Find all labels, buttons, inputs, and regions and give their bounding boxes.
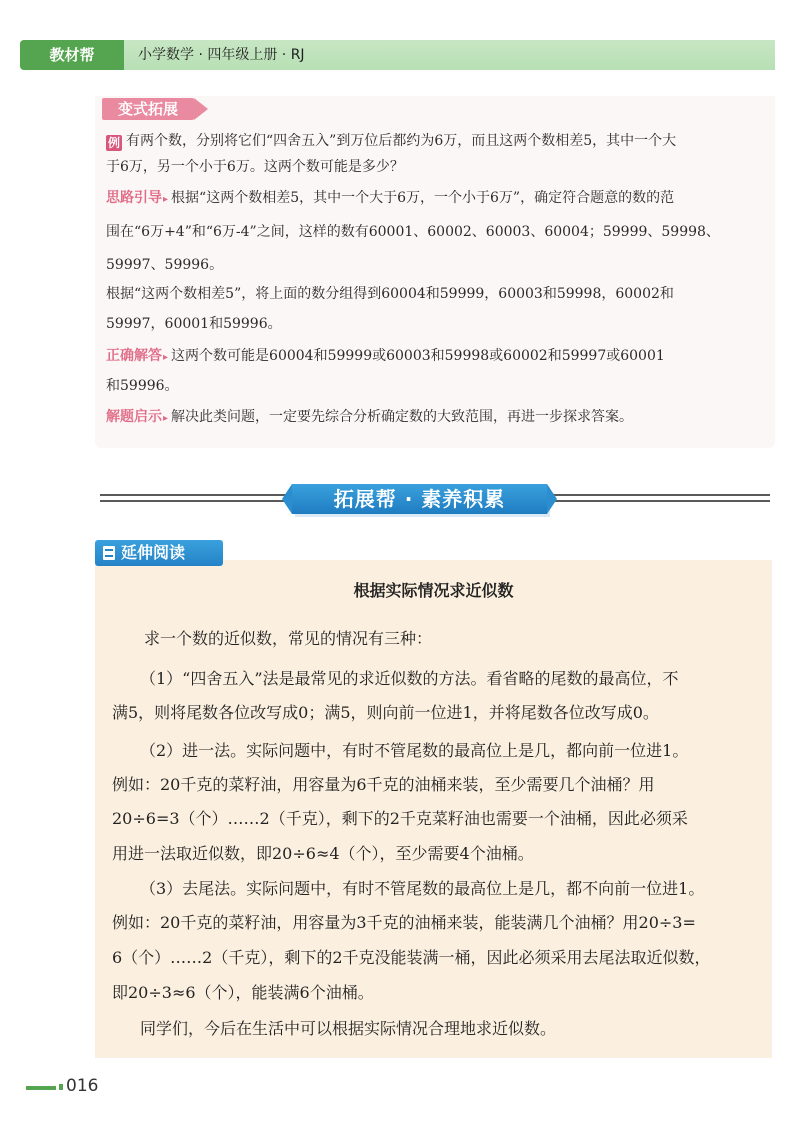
problem-text-1: 有两个数，分别将它们“四舍五入”到万位后都约为6万，而且这两个数相差5，其中一个大 (126, 133, 677, 149)
hint-text-4: 根据“这两个数相差5”，将上面的数分组得到60004和59999，60003和59998，60002和 (106, 286, 674, 302)
answer-label: 正确解答 (106, 348, 162, 364)
reading-line: 例如：20千克的菜籽油，用容量为6千克的油桶来装，至少需要几个油桶？用 (112, 775, 655, 794)
subject-label: 小学数学 · 四年级上册 · RJ (138, 47, 305, 63)
reading-title: 根据实际情况求近似数 (353, 581, 514, 600)
example-problem-line-1 (106, 131, 766, 151)
answer-text-1: 这两个数可能是60004和59999或60003和59998或60002和59997或60001 (171, 348, 665, 364)
triangle-arrow-icon: ▸ (163, 352, 169, 363)
reading-line: 例如：20千克的菜籽油，用容量为3千克的油桶来装，能装满几个油桶？用20÷3= (112, 913, 696, 932)
problem-text-2: 于6万，另一个小于6万。这两个数可能是多少？ (106, 159, 404, 175)
reading-line: 求一个数的近似数，常见的情况有三种： (144, 629, 433, 648)
reading-line: 同学们，今后在生活中可以根据实际情况合理地求近似数。 (140, 1019, 557, 1038)
triangle-arrow-icon: ▸ (163, 194, 169, 205)
section-band-title: 拓展帮 · 素养积累 (292, 484, 547, 514)
hint-line-1 (106, 188, 766, 210)
hint-text-2: 围在“6万+4”和“6万-4”之间，这样的数有60001、60002、60003、60004；59999、59998、 (106, 224, 720, 240)
reading-line: 6（个）……2（千克），剩下的2千克没能装满一桶，因此必须采用去尾法取近似数， (112, 948, 711, 967)
variant-tag: 变式拓展 (102, 98, 194, 120)
answer-line-1 (106, 346, 766, 368)
hint-text-5: 59997，60001和59996。 (106, 316, 282, 332)
reading-line: 20÷6=3（个）……2（千克），剩下的2千克菜籽油也需要一个油桶，因此必须采 (112, 809, 688, 828)
page-number: 016 (66, 1076, 99, 1096)
insight-text-1: 解决此类问题，一定要先综合分析确定数的大致范围，再进一步探求答案。 (171, 409, 634, 425)
brand-label: 教材帮 (20, 40, 124, 70)
insight-label: 解题启示 (106, 409, 162, 425)
book-icon (103, 546, 115, 560)
reading-line: （1）“四舍五入”法是最常见的求近似数的方法。看省略的尾数的最高位，不 (140, 669, 679, 688)
answer-text-2: 和59996。 (106, 378, 179, 394)
page-header (20, 40, 775, 70)
footer-accent-bar (26, 1086, 56, 1090)
hint-text-3: 59997、59996。 (106, 257, 224, 273)
triangle-arrow-icon: ▸ (163, 413, 169, 424)
reading-line: （2）进一法。实际问题中，有时不管尾数的最高位上是几，都向前一位进1。 (140, 741, 689, 760)
reading-tag-label: 延伸阅读 (121, 543, 186, 562)
hint-text-1: 根据“这两个数相差5，其中一个大于6万，一个小于6万”，确定符合题意的数的范 (171, 190, 675, 206)
example-icon: 例 (107, 136, 120, 150)
hint-label: 思路引导 (106, 190, 162, 206)
reading-tag (95, 540, 223, 566)
reading-line: 用进一法取近似数，即20÷6≈4（个），至少需要4个油桶。 (112, 844, 534, 863)
insight-line-1 (106, 407, 766, 429)
reading-line: （3）去尾法。实际问题中，有时不管尾数的最高位上是几，都不向前一位进1。 (140, 879, 705, 898)
reading-line: 即20÷3≈6（个），能装满6个油桶。 (112, 983, 374, 1002)
footer-accent-dot (59, 1084, 63, 1090)
reading-line: 满5，则将尾数各位改写成0；满5，则向前一位进1，并将尾数各位改写成0。 (112, 703, 659, 722)
